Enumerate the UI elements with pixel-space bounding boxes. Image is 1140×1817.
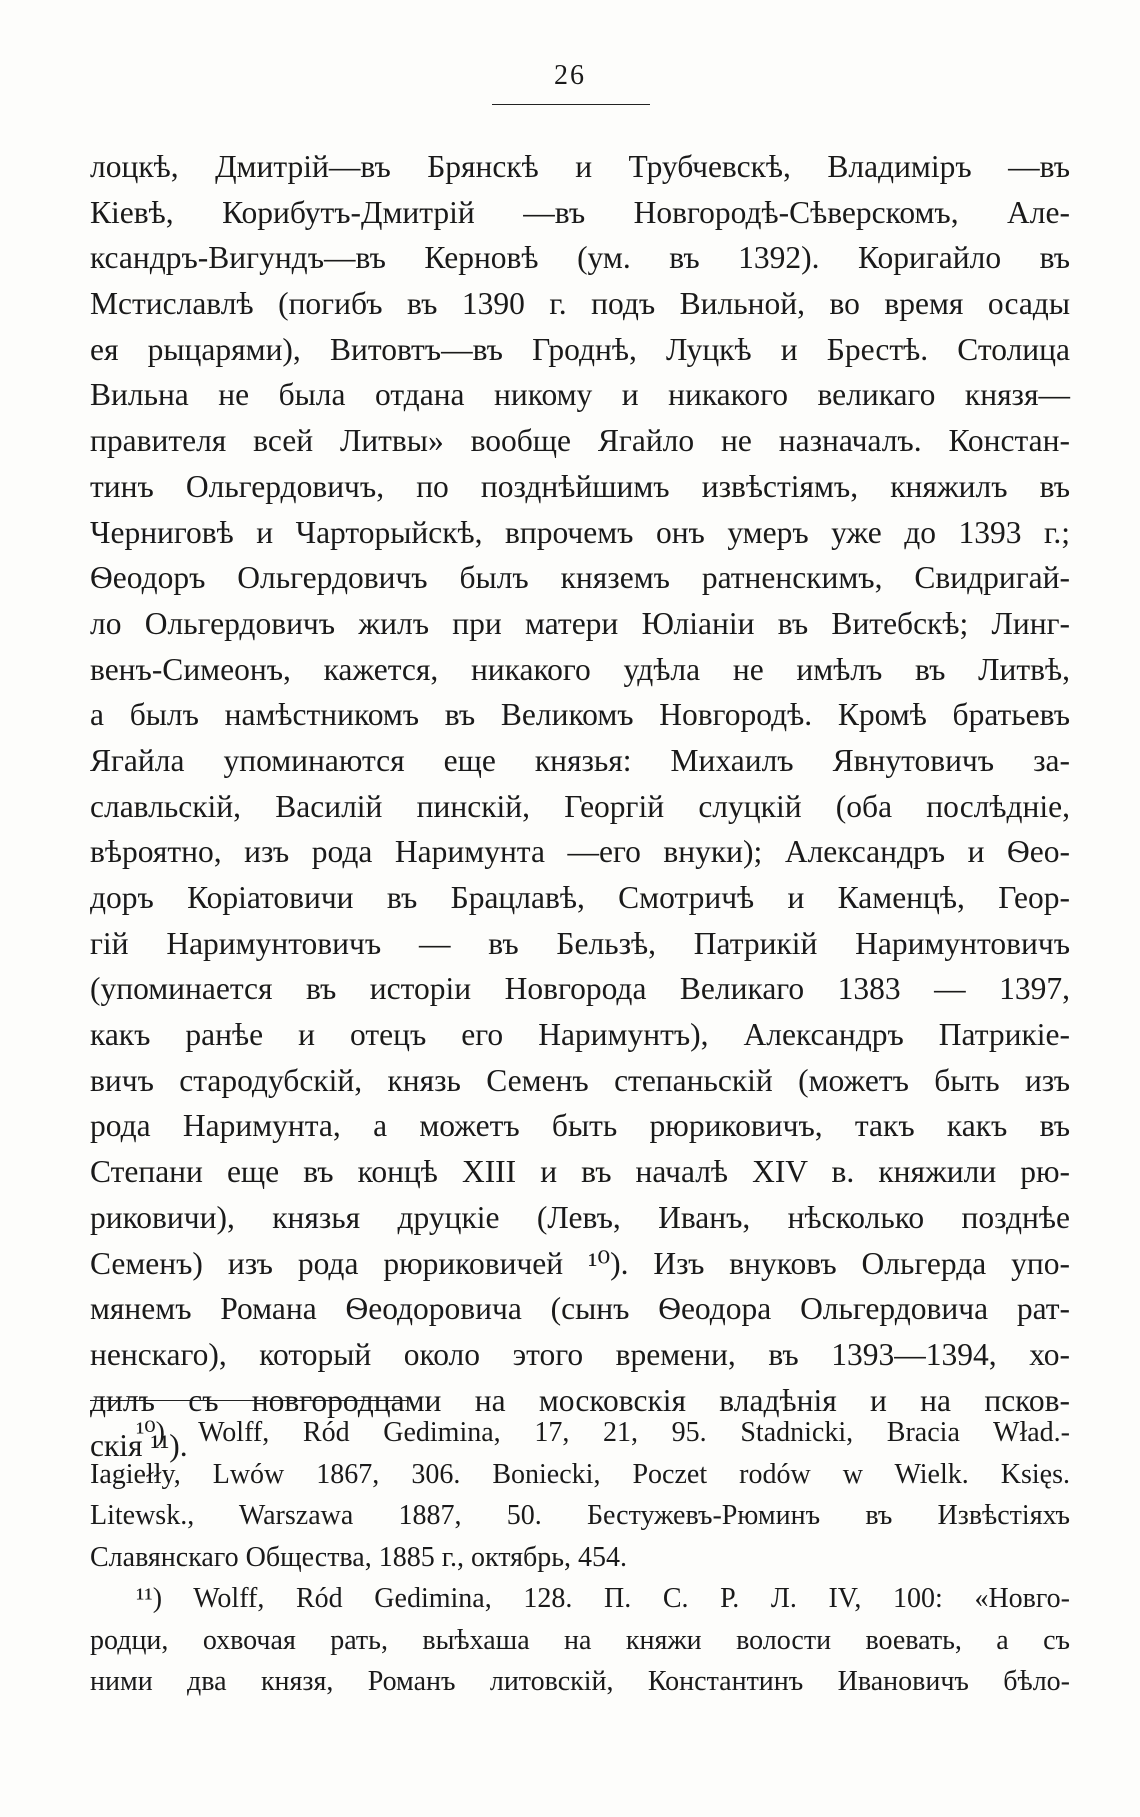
text-line: Черниговѣ и Чарторыйскѣ, впрочемъ онъ умеръ уже до 1393 г.; <box>90 514 1070 550</box>
footnote-line: Iagiełły, Lwów 1867, 306. Boniecki, Poczet rodów w Wielk. Księs. <box>90 1458 1070 1490</box>
text-line: а былъ намѣстникомъ въ Великомъ Новгородѣ. Кромѣ братьевъ <box>90 697 1070 733</box>
text-line: славльскій, Василій пинскій, Георгій слуцкій (оба послѣдніе, <box>90 788 1070 824</box>
text-line: (упоминается въ исторіи Новгорода Великаго 1383 — 1397, <box>90 971 1070 1007</box>
text-line: венъ-Симеонъ, кажется, никакого удѣла не имѣлъ въ Литвѣ, <box>90 651 1070 687</box>
text-line: вичъ стародубскій, князь Семенъ степаньскій (можетъ быть изъ <box>90 1062 1070 1098</box>
text-line: риковичи), князья друцкіе (Левъ, Иванъ, нѣсколько позднѣе <box>90 1199 1070 1235</box>
text-line: Степани еще въ концѣ XIII и въ началѣ XIV в. княжили рю- <box>90 1154 1070 1190</box>
footnote-separator <box>90 1400 408 1401</box>
main-text <box>90 144 1070 1469</box>
text-line: ло Ольгердовичъ жилъ при матери Юліаніи въ Витебскѣ; Линг- <box>90 605 1070 641</box>
footnote-line: ними два князя, Романъ литовскій, Константинъ Ивановичъ бѣло- <box>90 1666 1070 1697</box>
page-number-rule <box>492 104 650 105</box>
text-line: лоцкѣ, Дмитрій—въ Брянскѣ и Трубчевскѣ, Владиміръ —въ <box>90 149 1070 184</box>
text-line: рода Наримунта, а можетъ быть рюриковичъ, такъ какъ въ <box>90 1108 1070 1144</box>
text-line: Семенъ) изъ рода рюриковичей ¹⁰). Изъ внуковъ Ольгерда упо- <box>90 1245 1070 1281</box>
text-line: Вильна не была отдана никому и никакого великаго князя— <box>90 377 1070 413</box>
footnote-line: ¹¹) Wolff, Ród Gedimina, 128. П. С. Р. Л. IV, 100: «Новго- <box>136 1583 1070 1614</box>
text-line: правителя всей Литвы» вообще Ягайло не назначалъ. Констан- <box>90 423 1070 459</box>
footnote-line: Славянскаго Общества, 1885 г., октябрь, 454. <box>90 1541 628 1573</box>
text-line: мянемъ Романа Ѳеодоровича (сынъ Ѳеодора Ольгердовича рат- <box>90 1291 1070 1327</box>
footnotes <box>90 1412 1070 1703</box>
text-line: Мстиславлѣ (погибъ въ 1390 г. подъ Вильной, во время осады <box>90 286 1070 322</box>
text-line: ея рыцарями), Витовтъ—въ Гроднѣ, Луцкѣ и Брестѣ. Столица <box>90 331 1070 367</box>
text-line: доръ Коріатовичи въ Брацлавѣ, Смотричѣ и Каменцѣ, Геор- <box>90 880 1070 915</box>
text-line: дилъ съ новгородцами на московскія владѣнія и на псков- <box>90 1382 1070 1418</box>
text-line: Ягайла упоминаются еще князья: Михаилъ Явнутовичъ за- <box>90 742 1070 778</box>
text-line: Ѳеодоръ Ольгердовичъ былъ княземъ ратненскимъ, Свидригай- <box>90 560 1070 596</box>
text-line: какъ ранѣе и отецъ его Наримунтъ), Александръ Патрикіе- <box>90 1017 1070 1053</box>
footnote-line: ¹⁰) Wolff, Ród Gedimina, 17, 21, 95. Stadnicki, Bracia Wład.- <box>136 1417 1070 1448</box>
page-number: 26 <box>554 60 586 91</box>
text-line: ненскаго), который около этого времени, въ 1393—1394, хо- <box>90 1336 1070 1372</box>
text-line: гій Наримунтовичъ — въ Бельзѣ, Патрикій Наримунтовичъ <box>90 925 1070 961</box>
footnote-line: родци, охвочая рать, выѣхаша на княжи волости воевать, а съ <box>90 1624 1070 1656</box>
footnote-line: Litewsk., Warszawa 1887, 50. Бестужевъ-Рюминъ въ Извѣстіяхъ <box>90 1500 1070 1531</box>
text-line: Кіевѣ, Корибутъ-Дмитрій —въ Новгородѣ-Сѣверскомъ, Але- <box>90 194 1070 230</box>
text-line: вѣроятно, изъ рода Наримунта —его внуки); Александръ и Ѳео- <box>90 834 1070 870</box>
text-line: ксандръ-Вигундъ—въ Керновѣ (ум. въ 1392). Коригайло въ <box>90 240 1070 276</box>
text-line: тинъ Ольгердовичъ, по позднѣйшимъ извѣстіямъ, княжилъ въ <box>90 468 1070 504</box>
text-line: скія ¹¹). <box>90 1428 188 1464</box>
